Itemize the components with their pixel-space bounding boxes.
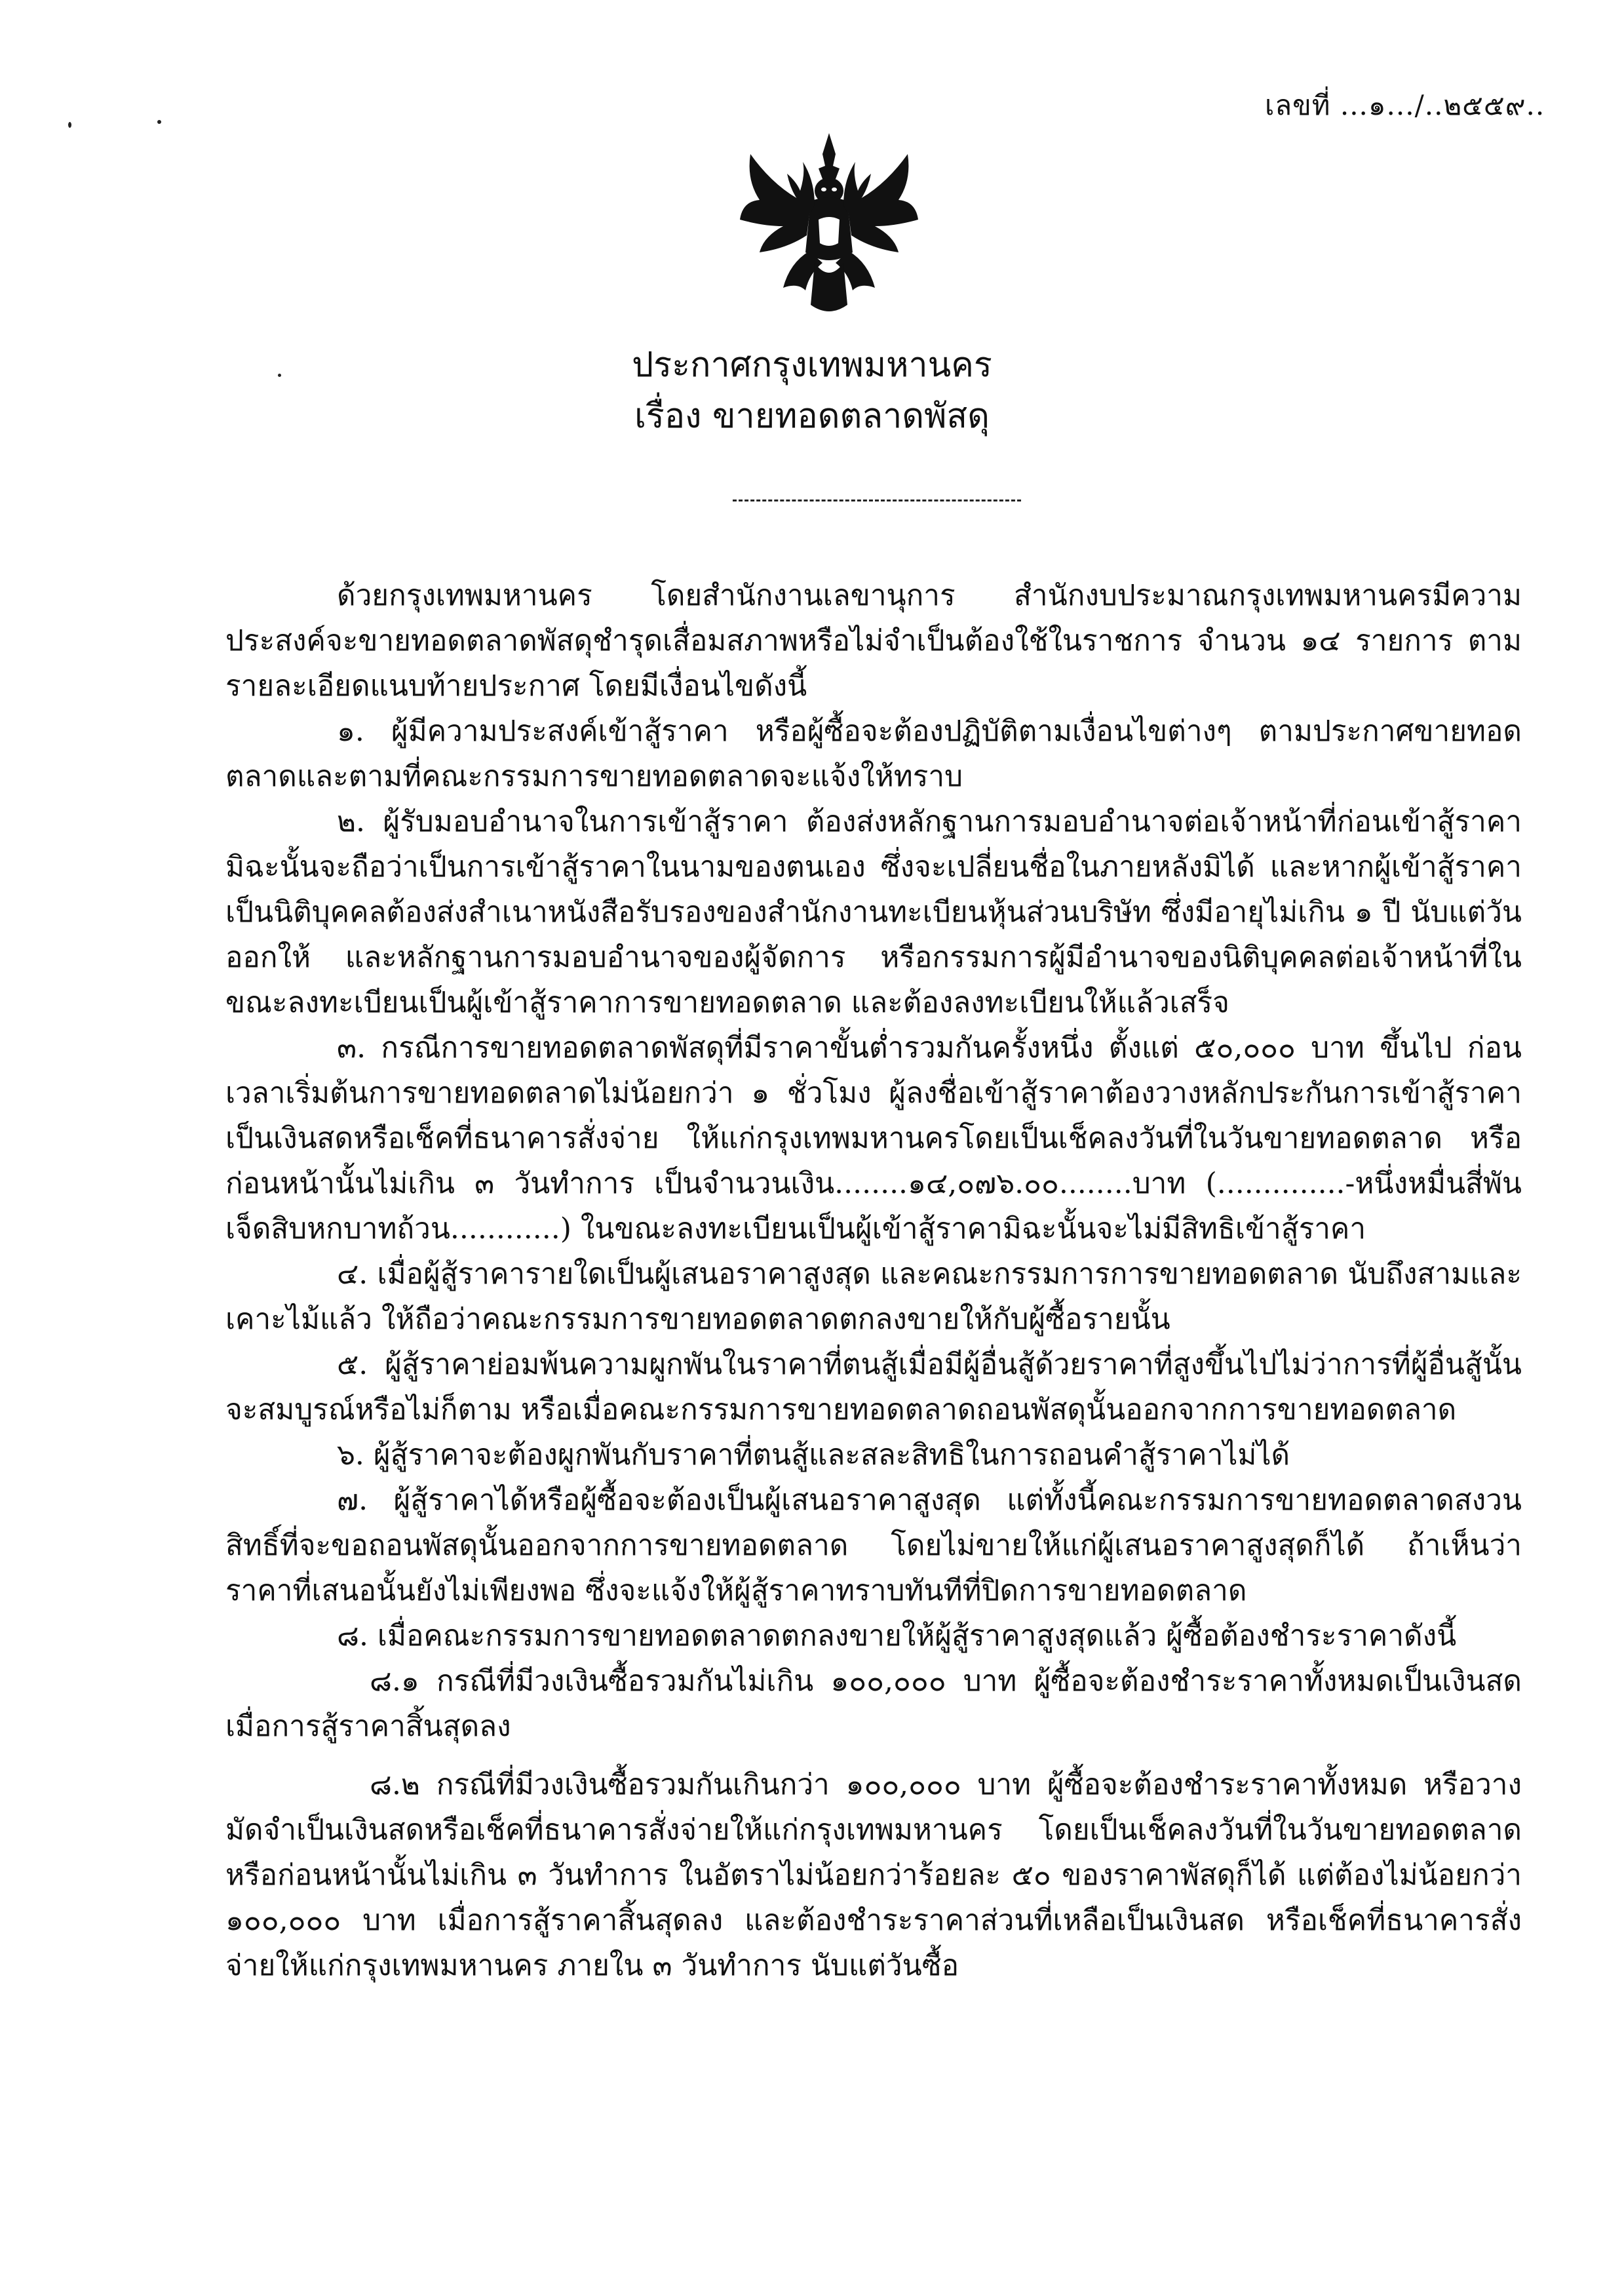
announcement-body bbox=[225, 573, 1522, 1988]
scan-speck bbox=[157, 120, 161, 124]
subclause-8-1: ๘.๑ กรณีที่มีวงเงินซื้อรวมกันไม่เกิน ๑๐๐,๐๐๐ บาท ผู้ซื้อจะต้องชำระราคาทั้งหมดเป็นเงินสดเมื่อการสู้ราคาสิ้นสุดลง bbox=[225, 1664, 1522, 1743]
scan-speck bbox=[68, 122, 71, 128]
clause-1: ๑. ผู้มีความประสงค์เข้าสู้ราคา หรือผู้ซื้อจะต้องปฏิบัติตามเงื่อนไขต่างๆ ตามประกาศขายทอดตลาดและตามที่คณะกรรมการขายทอดตลาดจะแจ้งให้ทราบ bbox=[225, 715, 1522, 793]
clause-6: ๖. ผู้สู้ราคาจะต้องผูกพันกับราคาที่ตนสู้และสละสิทธิในการถอนคำสู้ราคาไม่ได้ bbox=[337, 1438, 1290, 1472]
clause-5: ๕. ผู้สู้ราคาย่อมพ้นความผูกพันในราคาที่ตนสู้เมื่อมีผู้อื่นสู้ด้วยราคาที่สูงขึ้นไปไม่ว่าการที่ผู้อื่นสู้นั้นจะสมบูรณ์หรือไม่ก็ตาม หรือเมื่อคณะกรรมการขายทอดตลาดถอนพัสดุนั้นออกจากการขายทอดตลาด bbox=[225, 1348, 1522, 1426]
issuer-title: ประกาศกรุงเทพมหานคร bbox=[632, 345, 992, 385]
intro-paragraph: ด้วยกรุงเทพมหานคร โดยสำนักงานเลขานุการ สำนักงบประมาณกรุงเทพมหานครมีความประสงค์จะขายทอดตลาดพัสดุชำรุดเสื่อมสภาพหรือไม่จำเป็นต้องใช้ในราชการ จำนวน ๑๔ รายการ ตามรายละเอียดแนบท้ายประกาศ โดยมีเงื่อนไขดังนี้ bbox=[225, 579, 1522, 703]
subject-title: เรื่อง ขายทอดตลาดพัสดุ bbox=[634, 397, 990, 436]
clause-8: ๘. เมื่อคณะกรรมการขายทอดตลาดตกลงขายให้ผู้สู้ราคาสูงสุดแล้ว ผู้ซื้อต้องชำระราคาดังนี้ bbox=[337, 1619, 1457, 1653]
document-number: เลขที่ ...๑.../..๒๕๕๙.. bbox=[1265, 89, 1545, 121]
clause-7: ๗. ผู้สู้ราคาได้หรือผู้ซื้อจะต้องเป็นผู้เสนอราคาสูงสุด แต่ทั้งนี้คณะกรรมการขายทอดตลาดสงวนสิทธิ์ที่จะขอถอนพัสดุนั้นออกจากการขายทอดตลาด โดยไม่ขายให้แก่ผู้เสนอราคาสูงสุดก็ได้ ถ้าเห็นว่าราคาที่เสนอนั้นยังไม่เพียงพอ ซึ่งจะแจ้งให้ผู้สู้ราคาทราบทันทีที่ปิดการขายทอดตลาด bbox=[225, 1483, 1522, 1607]
heading-divider bbox=[733, 500, 1021, 501]
subclause-8-2: ๘.๒ กรณีที่มีวงเงินซื้อรวมกันเกินกว่า ๑๐๐,๐๐๐ บาท ผู้ซื้อจะต้องชำระราคาทั้งหมด หรือวางมัดจำเป็นเงินสดหรือเช็คที่ธนาคารสั่งจ่ายให้แก่กรุงเทพมหานคร โดยเป็นเช็คลงวันที่ในวันขายทอดตลาดหรือก่อนหน้านั้นไม่เกิน ๓ วันทำการ ในอัตราไม่น้อยกว่าร้อยละ ๕๐ ของราคาพัสดุก็ได้ แต่ต้องไม่น้อยกว่า ๑๐๐,๐๐๐ บาท เมื่อการสู้ราคาสิ้นสุดลง และต้องชำระราคาส่วนที่เหลือเป็นเงินสด หรือเช็คที่ธนาคารสั่งจ่ายให้แก่กรุงเทพมหานคร ภายใน ๓ วันทำการ นับแต่วันซื้อ bbox=[225, 1768, 1522, 1982]
clause-4: ๔. เมื่อผู้สู้ราคารายใดเป็นผู้เสนอราคาสูงสุด และคณะกรรมการการขายทอดตลาด นับถึงสามและเคาะไม้แล้ว ให้ถือว่าคณะกรรมการขายทอดตลาดตกลงขายให้กับผู้ซื้อรายนั้น bbox=[225, 1257, 1522, 1336]
clause-3: ๓. กรณีการขายทอดตลาดพัสดุที่มีราคาขั้นต่ำรวมกันครั้งหนึ่ง ตั้งแต่ ๕๐,๐๐๐ บาท ขึ้นไป ก่อนเวลาเริ่มต้นการขายทอดตลาดไม่น้อยกว่า ๑ ชั่วโมง ผู้ลงชื่อเข้าสู้ราคาต้องวางหลักประกันการเข้าสู้ราคาเป็นเงินสดหรือเช็คที่ธนาคารสั่งจ่าย ให้แก่กรุงเทพมหานครโดยเป็นเช็คลงวันที่ในวันขายทอดตลาด หรือก่อนหน้านั้นไม่เกิน ๓ วันทำการ เป็นจำนวนเงิน........๑๔,๐๗๖.๐๐........บาท (..............-หนึ่งหมื่นสี่พันเจ็ดสิบหกบาทถ้วน............) ในขณะลงทะเบียนเป็นผู้เข้าสู้ราคามิฉะนั้นจะไม่มีสิทธิเข้าสู้ราคา bbox=[225, 1031, 1522, 1246]
clause-2: ๒. ผู้รับมอบอำนาจในการเข้าสู้ราคา ต้องส่งหลักฐานการมอบอำนาจต่อเจ้าหน้าที่ก่อนเข้าสู้ราคามิฉะนั้นจะถือว่าเป็นการเข้าสู้ราคาในนามของตนเอง ซึ่งจะเปลี่ยนชื่อในภายหลังมิได้ และหากผู้เข้าสู้ราคาเป็นนิติบุคคลต้องส่งสำเนาหนังสือรับรองของสำนักงานทะเบียนหุ้นส่วนบริษัท ซึ่งมีอายุไม่เกิน ๑ ปี นับแต่วันออกให้ และหลักฐานการมอบอำนาจของผู้จัดการ หรือกรรมการผู้มีอำนาจของนิติบุคคลต่อเจ้าหน้าที่ในขณะลงทะเบียนเป็นผู้เข้าสู้ราคาการขายทอดตลาด และต้องลงทะเบียนให้แล้วเสร็จ bbox=[225, 805, 1522, 1019]
garuda-emblem bbox=[737, 128, 921, 318]
announcement-heading bbox=[0, 340, 1624, 442]
